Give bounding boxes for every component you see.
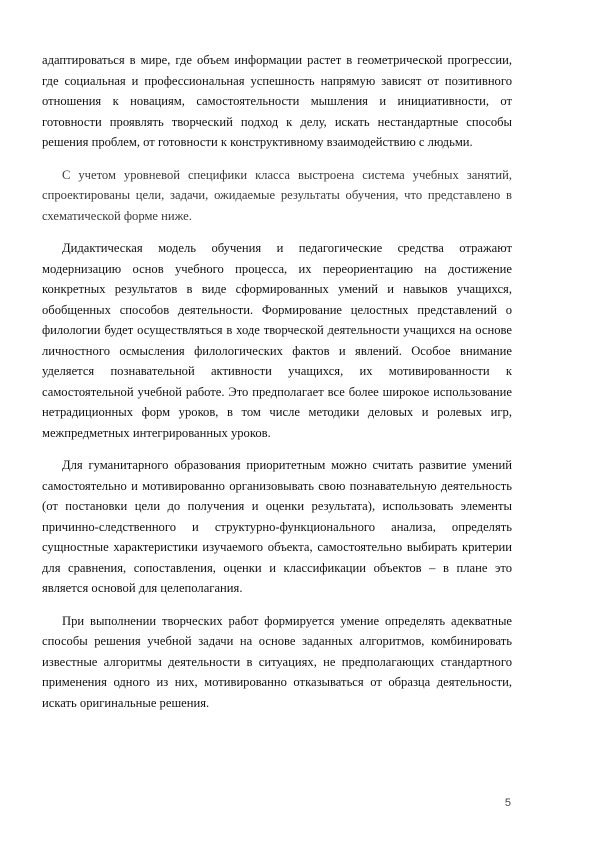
paragraph-5: При выполнении творческих работ формируется умение определять адекватные способы решения учебной задачи на основе заданных алгоритмов, комбинировать известные алгоритмы деятельности в ситуациях, не предполагающих стандартного применения одного из них, мотивированно отказываться от образца деятельности, искать оригинальные решения.	[42, 613, 512, 710]
body-text	[42, 50, 512, 725]
paragraph-3: Дидактическая модель обучения и педагогические средства отражают модернизацию основ учебного процесса, их переориентацию на достижение конкретных результатов в виде сформированных умений и навыков учащихся, обобщенных способов деятельности. Формирование целостных представлений о филологии будет осуществляться в ходе творческой деятельности учащихся на основе личностного осмысления филологических фактов и явлений. Особое внимание уделяется познавательной активности учащихся, их мотивированности к самостоятельной учебной работе. Это предполагает все более широкое использование нетрадиционных форм уроков, в том числе методики деловых и ролевых игр, межпредметных интегрированных уроков.	[42, 241, 512, 440]
paragraph-4: Для гуманитарного образования приоритетным можно считать развитие умений самостоятельно и мотивированно организовывать свою познавательную деятельность (от постановки цели до получения и оценки результата), использовать элементы причинно-следственного и структурно-функционального анализа, определять сущностные характеристики изучаемого объекта, самостоятельно выбирать критерии для сравнения, сопоставления, оценки и классификации объектов – в плане это является основой для целеполагания.	[42, 458, 512, 595]
paragraph-2: С учетом уровневой специфики класса выстроена система учебных занятий, спроектированы цели, задачи, ожидаемые результаты обучения, что представлено в схематической форме ниже.	[42, 167, 512, 223]
page-number: 5	[504, 797, 511, 809]
paragraph-1: адаптироваться в мире, где объем информации растет в геометрической прогрессии, где социальная и профессиональная успешность напрямую зависят от позитивного отношения к новациям, самостоятельности мышления и инициативности, от готовности проявлять творческий подход к делу, искать нестандартные способы решения проблем, от готовности к конструктивному взаимодействию с людьми.	[42, 53, 512, 149]
